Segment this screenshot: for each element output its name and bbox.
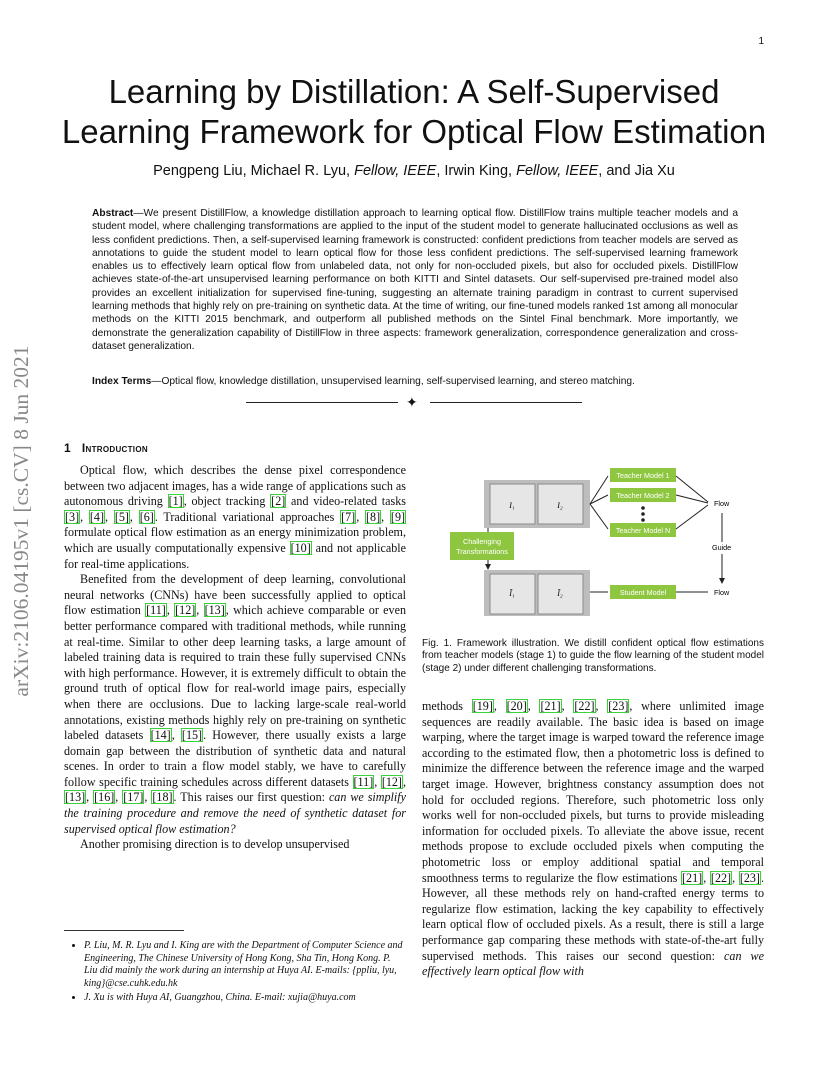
- challenging-label-1: Challenging: [463, 537, 501, 546]
- body-text: , which achieve comparable or even better performance compared with traditional methods, while running at real-time. Similar to other deep learning tasks, a large amount of labeled training data is required to train these fully supervised CNNs with high performance. However, it is extremely difficult to obtain the ground truth of optical flow for real-world image pairs, especially when there are occlusions. Due to lacking large-scale real-world annotations, existing methods highly rely on pre-training on synthetic labeled datasets: [64, 603, 406, 743]
- section-number: 1: [64, 441, 71, 455]
- flow-label-top: Flow: [714, 499, 730, 508]
- citation-link[interactable]: [17]: [123, 790, 144, 805]
- fellow-title-1: Fellow, IEEE: [354, 163, 437, 179]
- paragraph-text: [422, 699, 764, 963]
- framework-figure: [446, 466, 746, 616]
- author-names-1: Pengpeng Liu, Michael R. Lyu,: [153, 163, 355, 179]
- citation-link[interactable]: [19]: [472, 699, 493, 713]
- footnotes: [64, 940, 406, 1007]
- citation-link[interactable]: [11]: [146, 603, 166, 618]
- ellipsis-dot: [641, 518, 645, 522]
- image-i2-label: I₂: [557, 501, 563, 510]
- body-text: Optical flow, which describes the dense pixel correspondence between two adjacent images, has a wide range of applications such as autonomous driving: [64, 463, 406, 509]
- citation-link[interactable]: [22]: [710, 870, 732, 885]
- paragraph: [64, 463, 406, 572]
- figure-caption: Fig. 1. Framework illustration. We distill confident optical flow estimations from teacher models (stage 1) to guide the flow learning of the student model (stage 2) under different challenging transformations.: [422, 638, 764, 674]
- body-text: ,: [527, 699, 540, 713]
- teacher-model-n-label: Teacher Model N: [615, 526, 671, 535]
- index-terms-text: —Optical flow, knowledge distillation, unsupervised learning, self-supervised learning, and stereo matching.: [151, 376, 635, 387]
- citation-link[interactable]: [8]: [366, 509, 381, 524]
- citation-link[interactable]: [23]: [739, 870, 760, 885]
- citation-link[interactable]: [6]: [139, 509, 154, 524]
- index-terms-label: Index Terms: [92, 376, 152, 387]
- abstract: [92, 207, 738, 353]
- arrow-teacher-n-flow: [676, 505, 708, 529]
- left-column: [64, 463, 406, 853]
- body-text: and video-related tasks: [286, 494, 406, 509]
- body-text: ,: [86, 790, 94, 805]
- citation-link[interactable]: [12]: [381, 774, 402, 789]
- body-text: . However, there usually exists a large domain gap between the distribution of synthetic data and natural scenes. In order to train a flow model stably, we have to carefully follow specific training schedules across different datasets: [64, 728, 407, 789]
- title-line-1: Learning by Distillation: A Self-Supervised: [108, 73, 720, 110]
- body-text: ,: [381, 509, 390, 524]
- section-heading: [64, 441, 148, 455]
- body-text: ,: [166, 603, 175, 618]
- body-text: ,: [356, 509, 366, 524]
- student-model-label: Student Model: [619, 588, 667, 597]
- divider-ornament: ✦: [406, 394, 418, 410]
- citation-link[interactable]: [10]: [290, 540, 311, 555]
- arrow-teacher-1-flow: [676, 476, 708, 502]
- arrowhead: [719, 578, 725, 584]
- divider-right: [430, 402, 582, 403]
- author-list: [40, 163, 788, 179]
- image-i1-label: I₁: [509, 501, 515, 510]
- arrow-teacher-2-flow: [676, 495, 708, 503]
- citation-link[interactable]: [3]: [65, 509, 80, 524]
- paragraph: Another promising direction is to develop unsupervised: [80, 837, 350, 852]
- ellipsis-dot: [641, 512, 645, 516]
- body-text: and not applicable for real-time applications.: [64, 540, 406, 571]
- body-text: formulate optical flow estimation as an energy minimization problem, which are usually computationally expensive: [64, 525, 406, 555]
- author-names-3: , and Jia Xu: [598, 163, 675, 179]
- arxiv-identifier: arXiv:2106.04195v1 [cs.CV] 8 Jun 2021: [9, 345, 33, 697]
- footnote-rule: [64, 930, 184, 931]
- citation-link[interactable]: [11]: [353, 774, 374, 789]
- body-text: ,: [171, 728, 181, 743]
- paragraph: [422, 699, 764, 980]
- page-number: 1: [758, 36, 764, 47]
- image-i2-tilde-label: Ĩ₂: [557, 589, 563, 598]
- author-names-2: , Irwin King,: [436, 163, 517, 179]
- teacher-model-1-label: Teacher Model 1: [616, 471, 670, 480]
- citation-link[interactable]: [9]: [390, 509, 406, 524]
- body-text: , where unlimited image sequences are readily available. The basic idea is based on image warping, where the target image is warped toward the reference image according to the estimated flow, then a photometric loss is defined to minimize the difference between the reference image and the warped target image. However, brightness constancy assumption does not hold for occluded regions. Therefore, such photometric loss only works well for non-occluded pixels, but turns to provide misleading information for occluded pixels. To alleviate the above issue, recent methods propose to exclude occluded pixels when computing the photometric loss or employ additional spatial and temporal smoothness terms to regularize the flow estimations: [422, 699, 765, 885]
- body-text: ,: [105, 509, 114, 524]
- footnote-affiliation-1: • P. Liu, M. R. Lyu and I. King are with the Department of Computer Science and Engineering, The Chinese University of Hong Kong, Sha Tin, Hong Kong. P. Liu did mainly the work during an internship at Huya AI. E-mails: {ppliu, lyu, king}@cse.cuhk.edu.hk: [84, 940, 406, 990]
- right-column: [422, 699, 764, 980]
- citation-link[interactable]: [18]: [152, 790, 173, 805]
- body-text: ,: [561, 699, 574, 713]
- body-text: . This raises our first question:: [173, 790, 329, 805]
- body-text: ,: [129, 509, 139, 524]
- body-text: methods: [422, 699, 472, 713]
- citation-link[interactable]: [1]: [168, 494, 183, 509]
- citation-link[interactable]: [21]: [682, 870, 703, 885]
- paper-title: [40, 72, 788, 152]
- paragraph: [64, 572, 406, 837]
- divider-left: [246, 402, 398, 403]
- body-text: ,: [80, 509, 89, 524]
- body-text: ,: [374, 774, 381, 789]
- guide-label: Guide: [712, 543, 732, 552]
- arrow-to-teacher-n: [590, 504, 608, 529]
- body-text: ,: [402, 774, 406, 789]
- abstract-text: —We present DistillFlow, a knowledge distillation approach to learning optical flow. DistillFlow trains multiple teacher models and a student model, where challenging transformations are applied to the input of the student model to generate hallucinated occlusions as well as less confident predictions. Then, a self-supervised learning framework is constructed: confident predictions from teacher models are served as annotations to guide the student model to learn optical flow for those less confident predictions. The self-supervised learning framework enables us to effectively learn optical flow from unlabeled data, not only for non-occluded pixels, but also for occluded pixels. DistillFlow achieves state-of-the-art unsupervised learning performance on both KITTI and Sintel datasets. Our self-supervised pre-trained model also provides an excellent initialization for supervised fine-tuning, suggesting an alternate training paradigm in contrast to current supervised learning methods that highly rely on pre-training on synthetic data. At the time of writing, our fine-tuned models ranked 1st among all monocular methods on the KITTI 2015 benchmark, and outperform all published methods on the Sintel Final benchmark. More importantly, we demonstrate the generalization capability of DistillFlow in three aspects: framework generalization, correspondence generalization and cross-dataset generalization.: [92, 208, 738, 352]
- body-text: , object tracking: [183, 494, 271, 509]
- citation-link[interactable]: [7]: [341, 509, 356, 524]
- arrowhead: [485, 564, 491, 570]
- citation-link[interactable]: [15]: [181, 728, 203, 743]
- citation-link[interactable]: [16]: [94, 790, 115, 805]
- citation-link[interactable]: [13]: [65, 790, 86, 805]
- citation-link[interactable]: [23]: [608, 699, 629, 713]
- image-i1-tilde-label: Ĩ₁: [509, 589, 515, 598]
- citation-link[interactable]: [5]: [114, 509, 129, 524]
- body-text: . Traditional variational approaches: [154, 509, 341, 524]
- citation-link[interactable]: [13]: [204, 603, 225, 618]
- body-text: ,: [595, 699, 608, 713]
- citation-link[interactable]: [4]: [89, 509, 105, 524]
- index-terms: [92, 376, 738, 387]
- citation-link[interactable]: [21]: [540, 699, 561, 713]
- fellow-title-2: Fellow, IEEE: [516, 163, 599, 179]
- abstract-label: Abstract: [92, 208, 134, 219]
- body-text: . However, all these methods rely on hand-crafted energy terms to regularize flow estimation, lacking the key capability to effectively learn optical flow of occluded pixels. As a result, there is still a large performance gap comparing these methods with state-of-the-art fully supervised methods. This raises our second question:: [422, 870, 764, 963]
- body-text: ,: [493, 699, 506, 713]
- body-text: ,: [144, 790, 152, 805]
- body-text: Benefited from the development of deep learning, convolutional neural networks (CNNs) have been successfully applied to optical flow estimation: [64, 572, 406, 618]
- section-title: Introduction: [81, 441, 148, 455]
- research-question: can we simplify the training procedure and remove the need of synthetic dataset for supervised optical flow estimation?: [64, 790, 407, 836]
- ellipsis-dot: [641, 506, 645, 510]
- title-line-2: Learning Framework for Optical Flow Estimation: [61, 113, 767, 150]
- body-text: ,: [703, 870, 710, 885]
- body-text: ,: [196, 603, 204, 618]
- research-question: can we effectively learn optical flow with: [422, 948, 764, 979]
- body-text: ,: [115, 790, 123, 805]
- citation-link[interactable]: [12]: [175, 603, 196, 618]
- body-text: ,: [732, 870, 739, 885]
- teacher-model-2-label: Teacher Model 2: [616, 491, 670, 500]
- citation-link[interactable]: [22]: [574, 699, 595, 713]
- paragraph-text: [64, 572, 406, 804]
- citation-link[interactable]: [14]: [150, 728, 171, 743]
- footnote-affiliation-2: • J. Xu is with Huya AI, Guangzhou, China. E-mail: xujia@huya.com: [84, 992, 406, 1005]
- challenging-label-2: Transformations: [456, 547, 508, 556]
- flow-label-bottom: Flow: [714, 588, 730, 597]
- citation-link[interactable]: [2]: [271, 494, 286, 509]
- citation-link[interactable]: [20]: [506, 699, 527, 713]
